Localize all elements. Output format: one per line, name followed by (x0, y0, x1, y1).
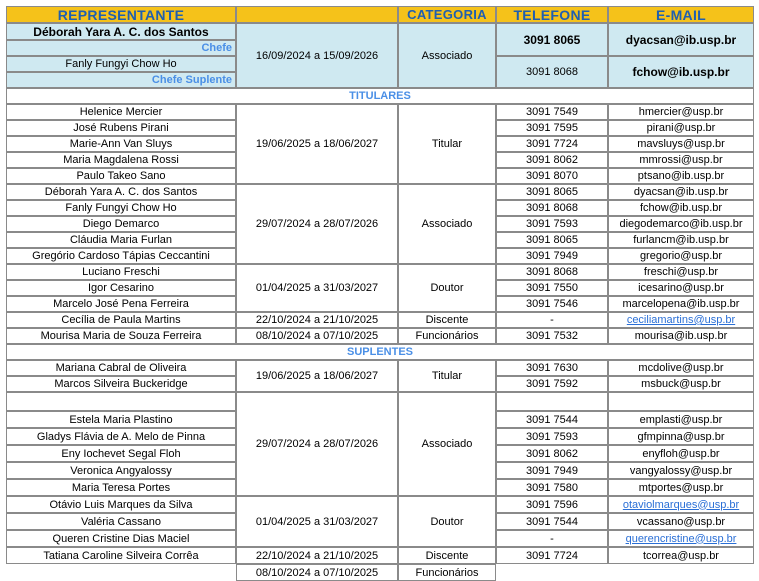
group-period: 22/10/2024 a 21/10/2025 (236, 547, 398, 564)
table-row-phone: 3091 8062 (496, 445, 608, 462)
group-period: 19/06/2025 a 18/06/2027 (236, 360, 398, 392)
chefia-period: 16/09/2024 a 15/09/2026 (236, 23, 398, 88)
table-row-name: Maria Teresa Portes (6, 479, 236, 496)
table-row-phone: 3091 7596 (496, 496, 608, 513)
table-row-name: Luciano Freschi (6, 264, 236, 280)
suplente-name: Fanly Fungyi Chow Ho (6, 56, 236, 72)
table-row-phone: 3091 8068 (496, 200, 608, 216)
table-row-email[interactable]: mmrossi@usp.br (608, 152, 754, 168)
suplente-label: Chefe Suplente (6, 72, 236, 88)
suplente-phone: 3091 8068 (496, 56, 608, 88)
group-category: Doutor (398, 264, 496, 312)
table-row-phone: 3091 7593 (496, 216, 608, 232)
table-row-name: Gregório Cardoso Tápias Ceccantini (6, 248, 236, 264)
table-row-phone: 3091 8068 (496, 264, 608, 280)
table-row-email[interactable]: vangyalossy@usp.br (608, 462, 754, 479)
table-row-email[interactable]: gregorio@usp.br (608, 248, 754, 264)
table-row-phone: 3091 7595 (496, 120, 608, 136)
header-categoria: CATEGORIA (398, 6, 496, 23)
group-period: 29/07/2024 a 28/07/2026 (236, 184, 398, 264)
table-row-phone: 3091 7550 (496, 280, 608, 296)
group-category: Funcionários (398, 328, 496, 344)
table-row-email[interactable]: enyfloh@usp.br (608, 445, 754, 462)
table-row-email[interactable]: icesarino@usp.br (608, 280, 754, 296)
table-row-email[interactable]: gfmpinna@usp.br (608, 428, 754, 445)
suplente-email[interactable]: fchow@ib.usp.br (608, 56, 754, 88)
table-row-phone: 3091 7592 (496, 376, 608, 392)
blank-row-cell (496, 392, 608, 411)
group-period: 22/10/2024 a 21/10/2025 (236, 312, 398, 328)
table-row-phone: 3091 7546 (496, 296, 608, 312)
table-row-phone: 3091 7949 (496, 248, 608, 264)
table-row-name: Cláudia Maria Furlan (6, 232, 236, 248)
table-row-phone: 3091 8070 (496, 168, 608, 184)
table-row-phone: 3091 7724 (496, 547, 608, 564)
table-row-phone: 3091 8065 (496, 184, 608, 200)
table-row-name: Tatiana Caroline Silveira Corrêa (6, 547, 236, 564)
table-row-phone: 3091 8062 (496, 152, 608, 168)
table-row-name: Mariana Cabral de Oliveira (6, 360, 236, 376)
table-row-email[interactable]: fchow@ib.usp.br (608, 200, 754, 216)
group-category: Associado (398, 184, 496, 264)
table-row-email[interactable]: tcorrea@usp.br (608, 547, 754, 564)
blank-row-cell (6, 392, 236, 411)
group-category: Funcionários (398, 564, 496, 581)
section-titulares: TITULARES (6, 88, 754, 104)
table-row-phone: 3091 7593 (496, 428, 608, 445)
table-row-name: Cecília de Paula Martins (6, 312, 236, 328)
group-category: Titular (398, 360, 496, 392)
group-category: Discente (398, 547, 496, 564)
table-row-email[interactable]: marcelopena@ib.usp.br (608, 296, 754, 312)
table-row-name: Maria Magdalena Rossi (6, 152, 236, 168)
table-row-phone: 3091 7724 (496, 136, 608, 152)
table-row-name: Mourisa Maria de Souza Ferreira (6, 328, 236, 344)
table-row-phone: 3091 7630 (496, 360, 608, 376)
table-row-phone: - (496, 530, 608, 547)
chefe-email[interactable]: dyacsan@ib.usp.br (608, 23, 754, 56)
header-period (236, 6, 398, 23)
table-row-name: Valéria Cassano (6, 513, 236, 530)
table-row-name: Helenice Mercier (6, 104, 236, 120)
header-telefone: TELEFONE (496, 6, 608, 23)
table-row-phone: 3091 7544 (496, 513, 608, 530)
table-row-name: Otávio Luis Marques da Silva (6, 496, 236, 513)
table-row-name: Marie-Ann Van Sluys (6, 136, 236, 152)
table-row-name: José Rubens Pirani (6, 120, 236, 136)
group-period: 08/10/2024 a 07/10/2025 (236, 328, 398, 344)
group-category: Associado (398, 392, 496, 496)
table-row-email[interactable]: emplasti@usp.br (608, 411, 754, 428)
chefe-label: Chefe (6, 40, 236, 56)
table-row-phone: 3091 7949 (496, 462, 608, 479)
table-row-email[interactable]: otaviolmarques@usp.br (608, 496, 754, 513)
table-row-name: Queren Cristine Dias Maciel (6, 530, 236, 547)
table-row-phone: 3091 7549 (496, 104, 608, 120)
chefia-category: Associado (398, 23, 496, 88)
group-category: Doutor (398, 496, 496, 547)
table-row-email[interactable]: ceciliamartins@usp.br (608, 312, 754, 328)
representatives-table (6, 6, 754, 579)
table-row-email[interactable]: hmercier@usp.br (608, 104, 754, 120)
table-row-phone: - (496, 312, 608, 328)
table-row-name: Estela Maria Plastino (6, 411, 236, 428)
table-row-name: Paulo Takeo Sano (6, 168, 236, 184)
group-period: 01/04/2025 a 31/03/2027 (236, 264, 398, 312)
section-suplentes: SUPLENTES (6, 344, 754, 360)
table-row-name: Igor Cesarino (6, 280, 236, 296)
table-row-email[interactable]: furlancm@ib.usp.br (608, 232, 754, 248)
table-row-phone: 3091 7532 (496, 328, 608, 344)
header-email: E-MAIL (608, 6, 754, 23)
group-category: Discente (398, 312, 496, 328)
table-row-email[interactable]: freschi@usp.br (608, 264, 754, 280)
table-row-name: Marcos Silveira Buckeridge (6, 376, 236, 392)
group-category: Titular (398, 104, 496, 184)
table-row-email[interactable]: mtportes@usp.br (608, 479, 754, 496)
table-row-phone: 3091 7580 (496, 479, 608, 496)
table-row-phone: 3091 8065 (496, 232, 608, 248)
table-row-name: Déborah Yara A. C. dos Santos (6, 184, 236, 200)
blank-row-cell (608, 392, 754, 411)
table-row-name: Fanly Fungyi Chow Ho (6, 200, 236, 216)
table-row-email[interactable]: ptsano@ib.usp.br (608, 168, 754, 184)
table-row-email[interactable]: vcassano@usp.br (608, 513, 754, 530)
table-row-name: Gladys Flávia de A. Melo de Pinna (6, 428, 236, 445)
table-row-email[interactable]: querencristine@usp.br (608, 530, 754, 547)
chefe-phone: 3091 8065 (496, 23, 608, 56)
table-row-email[interactable]: dyacsan@ib.usp.br (608, 184, 754, 200)
chefe-name: Déborah Yara A. C. dos Santos (6, 23, 236, 40)
group-period: 29/07/2024 a 28/07/2026 (236, 392, 398, 496)
table-row-email[interactable]: mcdolive@usp.br (608, 360, 754, 376)
table-row-name: Marcelo José Pena Ferreira (6, 296, 236, 312)
table-row-name: Veronica Angyalossy (6, 462, 236, 479)
table-row-email[interactable]: mavsluys@usp.br (608, 136, 754, 152)
group-period: 19/06/2025 a 18/06/2027 (236, 104, 398, 184)
table-row-name: Diego Demarco (6, 216, 236, 232)
table-row-email[interactable]: mourisa@ib.usp.br (608, 328, 754, 344)
table-row-phone: 3091 7544 (496, 411, 608, 428)
header-representante: REPRESENTANTE (6, 6, 236, 23)
table-row-email[interactable]: msbuck@usp.br (608, 376, 754, 392)
group-period: 01/04/2025 a 31/03/2027 (236, 496, 398, 547)
table-row-name: Eny Iochevet Segal Floh (6, 445, 236, 462)
table-row-email[interactable]: diegodemarco@ib.usp.br (608, 216, 754, 232)
table-row-email[interactable]: pirani@usp.br (608, 120, 754, 136)
group-period: 08/10/2024 a 07/10/2025 (236, 564, 398, 581)
